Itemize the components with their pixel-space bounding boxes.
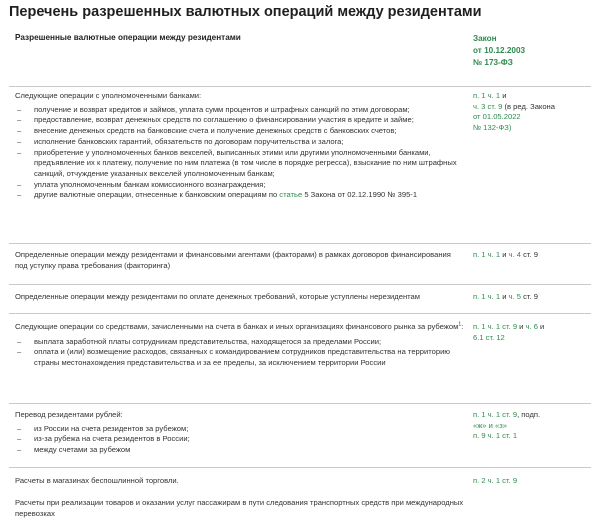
ref-text: и <box>517 322 526 331</box>
list-item: – уплата уполномоченным банкам комиссионного вознаграждения; <box>15 180 465 191</box>
column-header-operations: Разрешенные валютные операции между резидентами <box>15 33 241 42</box>
footnote-marker: 1 <box>458 321 462 328</box>
statute-link[interactable]: статье <box>279 190 303 200</box>
row-divider <box>9 284 591 285</box>
ref-text: и <box>537 322 545 331</box>
header-law-line2: от 10.12.2003 <box>473 46 526 55</box>
ref-text: , подп. <box>517 410 541 419</box>
law-reference <box>473 410 583 442</box>
table-row: Расчеты при реализации товаров и оказании услуг пассажирам в пути следования транспортных средств при международных перевозках <box>15 498 464 518</box>
law-link[interactable]: п. 1 ч. 1 ст. 9 <box>473 322 518 331</box>
item-text: другие валютные операции, отнесенные к банковским операциям по <box>34 190 280 200</box>
bullet-list <box>15 337 465 369</box>
law-reference <box>473 292 583 303</box>
row-divider <box>9 86 591 87</box>
table-row: Определенные операции между резидентами по оплате денежных требований, которые уступлены нерезидентам <box>15 292 420 301</box>
law-link[interactable]: п. 1 ч. 1 <box>473 292 501 301</box>
list-item: – приобретение у уполномоченных банков векселей, выписанных этими или другими уполномоченными банками, предъявление их к платежу, получение по ним платежа (в том числе в порядке регресса), взыскание по ним штрафных санкций, отчуждение указанных векселей уполномоченным банкам; <box>15 148 465 180</box>
header-law-line3: № 173-ФЗ <box>473 58 513 67</box>
header-law-line1: Закон <box>473 34 497 43</box>
table-row: Определенные операции между резидентами и финансовыми агентами (факторами) в рамках договоров финансирования под уступку права требования (факторинга) <box>15 250 451 270</box>
ref-text: и <box>500 91 507 100</box>
law-link[interactable]: ч. 5 <box>508 292 521 301</box>
law-link[interactable]: п. 1 ч. 1 ст. 9 <box>473 410 518 419</box>
bullet-list <box>15 105 465 201</box>
row-intro: Перевод резидентами рублей: <box>15 410 123 419</box>
table-row <box>15 91 465 201</box>
law-reference <box>473 322 583 343</box>
list-item: – исполнение банковских гарантий, обязательств по договорам поручительства и залога; <box>15 137 465 148</box>
list-item: – оплата и (или) возмещение расходов, связанных с командированием сотрудников представительства на территорию страны местонахождения представительства и за ее пределы, за исключением территории России <box>15 347 465 368</box>
list-item: – из России на счета резидентов за рубежом; <box>15 424 465 435</box>
ref-text: и <box>500 292 509 301</box>
table-row: Расчеты в магазинах беспошлинной торговли. <box>15 476 179 485</box>
list-item: – внесение денежных средств на банковские счета и получение денежных средств с банковских счетов; <box>15 126 465 137</box>
item-text: 5 Закона от 02.12.1990 № 395-1 <box>302 190 418 200</box>
law-link[interactable]: ч. 4 <box>508 250 521 259</box>
column-header-law <box>473 33 583 69</box>
row-divider <box>9 313 591 314</box>
intro-text: : <box>461 322 464 331</box>
ref-text: ст. 9 <box>520 292 538 301</box>
row-divider <box>9 467 591 468</box>
row-intro <box>15 322 465 333</box>
row-divider <box>9 403 591 404</box>
list-item: – из-за рубежа на счета резидентов в России; <box>15 434 465 445</box>
law-link[interactable]: п. 2 ч. 1 ст. 9 <box>473 476 518 485</box>
law-link[interactable]: от 01.05.2022 <box>473 112 521 122</box>
list-item <box>15 190 465 201</box>
law-link[interactable]: «ж» и «з» <box>473 420 507 430</box>
law-link[interactable]: ч. 3 ст. 9 <box>473 101 503 111</box>
list-item: – получение и возврат кредитов и займов, уплата сумм процентов и штрафных санкций по этим договорам; <box>15 105 465 116</box>
law-reference <box>473 91 583 134</box>
ref-text: ст. 9 <box>520 250 538 259</box>
law-link[interactable]: п. 1 ч. 1 <box>473 91 501 100</box>
law-link[interactable]: ч. 6 <box>525 322 538 331</box>
table-row <box>15 410 465 456</box>
law-link[interactable]: п. 1 ч. 1 <box>473 250 501 259</box>
list-item: – предоставление, возврат денежных средств по соглашению о финансировании участия в кредите и займе; <box>15 115 465 126</box>
intro-text: Следующие операции со средствами, зачисленными на счета в банках и иных организациях финансового рынка за рубежом <box>15 322 459 331</box>
list-item: – выплата заработной платы сотрудникам представительства, находящегося за пределами России; <box>15 337 465 348</box>
page-title: Перечень разрешенных валютных операций между резидентами <box>9 4 482 20</box>
list-item: – между счетами за рубежом <box>15 445 465 456</box>
table-row <box>15 322 465 369</box>
ref-text: (в ред. Закона <box>502 101 555 111</box>
law-link[interactable]: 6.1 ст. 12 <box>473 332 505 342</box>
row-divider <box>9 243 591 244</box>
bullet-list <box>15 424 465 456</box>
law-link[interactable]: № 132-ФЗ) <box>473 123 512 133</box>
row-intro: Следующие операции с уполномоченными банками: <box>15 91 202 100</box>
ref-text: и <box>500 250 509 259</box>
law-reference <box>473 476 583 487</box>
law-reference <box>473 250 583 261</box>
law-link[interactable]: п. 9 ч. 1 ст. 1 <box>473 431 518 441</box>
